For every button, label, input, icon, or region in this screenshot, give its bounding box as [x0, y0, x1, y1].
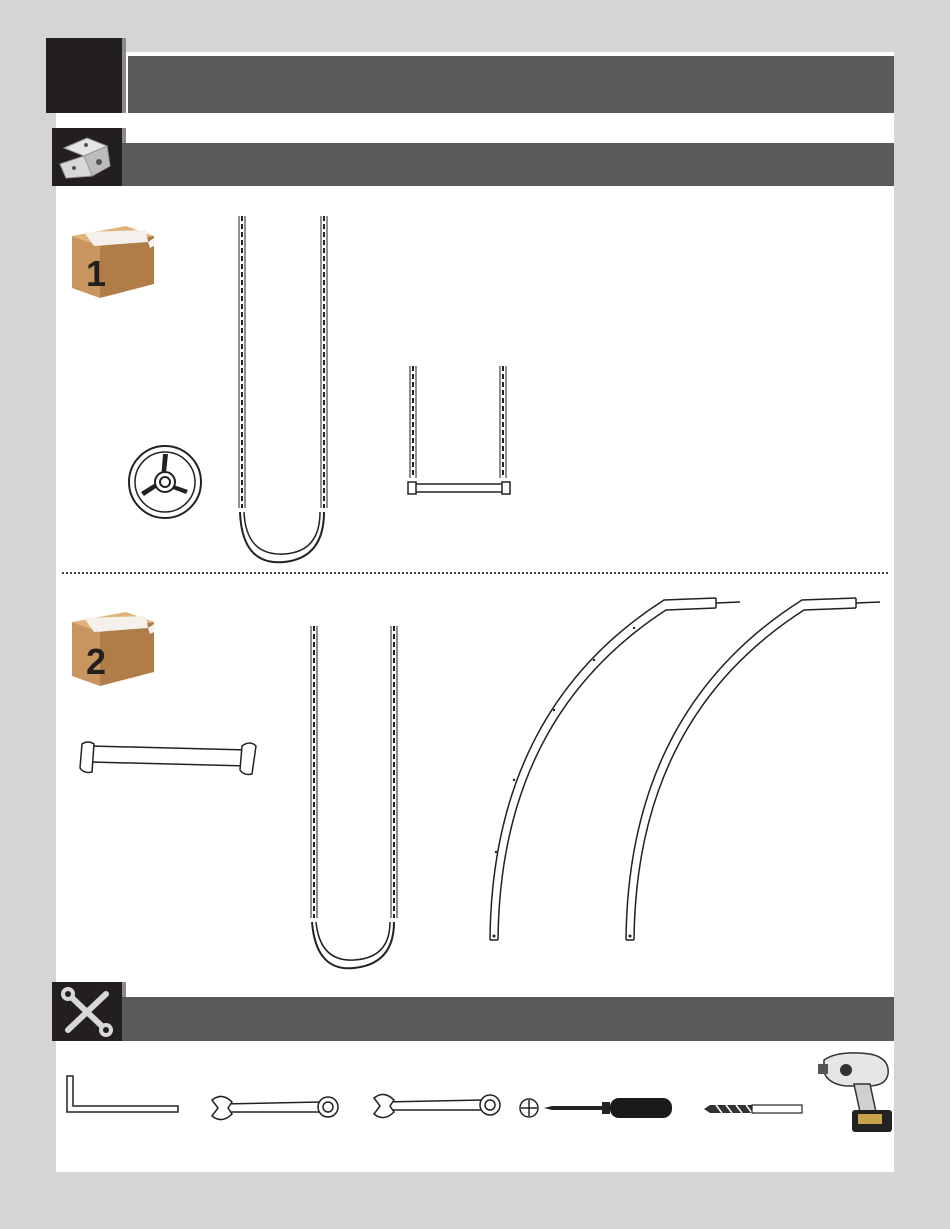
carton-box-1	[66, 222, 158, 300]
steering-wheel-part	[126, 444, 204, 520]
parts-header-bar	[122, 143, 894, 186]
phillips-screwdriver-tool	[518, 1094, 676, 1122]
combination-wrench-tool-1	[208, 1094, 340, 1122]
allen-key-tool	[64, 1074, 182, 1114]
section-divider	[62, 572, 888, 574]
step-number-tab	[46, 38, 122, 113]
cordless-drill-tool	[818, 1050, 894, 1136]
carton-box-2	[66, 608, 158, 688]
drill-bit-tool	[702, 1102, 804, 1116]
cross-beam-part	[76, 738, 260, 778]
box-1-number: 1	[86, 253, 107, 294]
curved-leg-part-2	[620, 590, 882, 946]
bracket-hardware-icon	[52, 128, 126, 186]
wrench-screwdriver-icon	[52, 982, 126, 1041]
title-bar	[128, 56, 894, 113]
belt-swing-part	[228, 212, 338, 568]
trapeze-bar-part	[404, 362, 516, 502]
tools-header-bar	[122, 997, 894, 1041]
box-2-number: 2	[86, 641, 107, 682]
combination-wrench-tool-2	[370, 1092, 502, 1120]
belt-swing-part-2	[300, 622, 410, 974]
